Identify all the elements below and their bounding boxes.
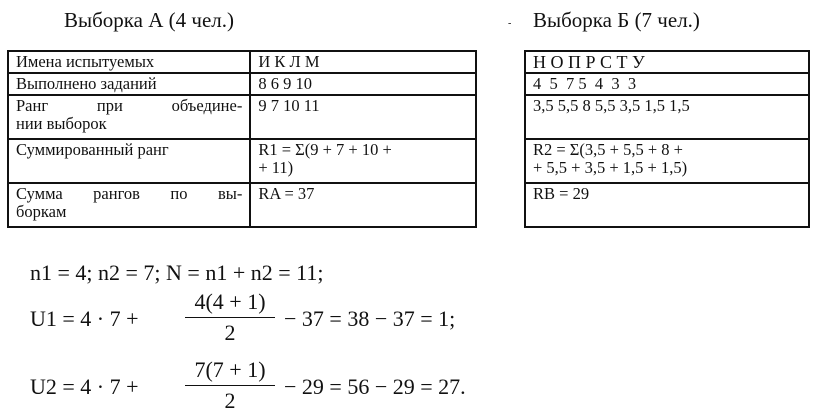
formula-n: n1 = 4; n2 = 7; N = n1 + n2 = 11; [30, 260, 324, 285]
formula-u2-numerator: 7(7 + 1) [185, 357, 275, 386]
formula-u1-numerator: 4(4 + 1) [185, 289, 275, 318]
names-label: Имена испытуемых [8, 51, 250, 73]
sum-rank-value-line2: + 11) [258, 158, 294, 177]
total-rank-value: RA = 37 [250, 183, 476, 227]
total-rank-label [8, 183, 250, 227]
table-row [525, 139, 809, 183]
formula-u2-right: − 29 = 56 − 29 = 27. [284, 374, 466, 399]
rank-value: 9 7 10 11 [250, 95, 476, 139]
total-rank-b-value: RB = 29 [525, 183, 809, 227]
total-rank-label-line2: боркам [16, 202, 67, 221]
formula-u2-denominator: 2 [224, 388, 236, 413]
tasks-value: 8 6 9 10 [250, 73, 476, 95]
table-row [525, 51, 809, 73]
rank-label-line1: Ранг при объедине- [16, 96, 243, 115]
sample-b-table [524, 50, 810, 228]
table-row [525, 183, 809, 227]
names-b-value: Н О П Р С Т У [525, 51, 809, 73]
total-rank-label-line1: Сумма рангов по вы- [16, 184, 243, 203]
formula-u1-right: − 37 = 38 − 37 = 1; [284, 306, 456, 331]
sum-rank-value-line1: R1 = Σ(9 + 7 + 10 + [258, 140, 392, 159]
names-value: И К Л М [250, 51, 476, 73]
tasks-label: Выполнено заданий [8, 73, 250, 95]
formula-u2-left: U2 = 4 · 7 + [30, 374, 139, 399]
table-row [8, 139, 476, 183]
table-row [8, 73, 476, 95]
sum-rank-value [250, 139, 476, 183]
stray-mark: - [508, 18, 512, 29]
table-row [8, 183, 476, 227]
table-row [8, 51, 476, 73]
table-row [525, 73, 809, 95]
rank-label-line2: нии выборок [16, 114, 107, 133]
table-row [8, 95, 476, 139]
tasks-b-value: 4 5 7 5 4 3 3 [525, 73, 809, 95]
formula-u1-left: U1 = 4 · 7 + [30, 306, 139, 331]
sum-rank-b-value [525, 139, 809, 183]
formula-u2-fraction [185, 357, 275, 414]
sample-a-title: Выборка А (4 чел.) [64, 8, 235, 32]
rank-b-value: 3,5 5,5 8 5,5 3,5 1,5 1,5 [525, 95, 809, 139]
rank-label [8, 95, 250, 139]
sample-a-table [7, 50, 477, 228]
formula-u1-denominator: 2 [224, 320, 236, 345]
formula-u1-fraction [185, 289, 275, 346]
sum-rank-b-value-line2: + 5,5 + 3,5 + 1,5 + 1,5) [533, 158, 688, 177]
sample-b-title: Выборка Б (7 чел.) [533, 8, 700, 32]
table-row [525, 95, 809, 139]
sum-rank-label: Суммированный ранг [8, 139, 250, 183]
sum-rank-b-value-line1: R2 = Σ(3,5 + 5,5 + 8 + [533, 140, 683, 159]
